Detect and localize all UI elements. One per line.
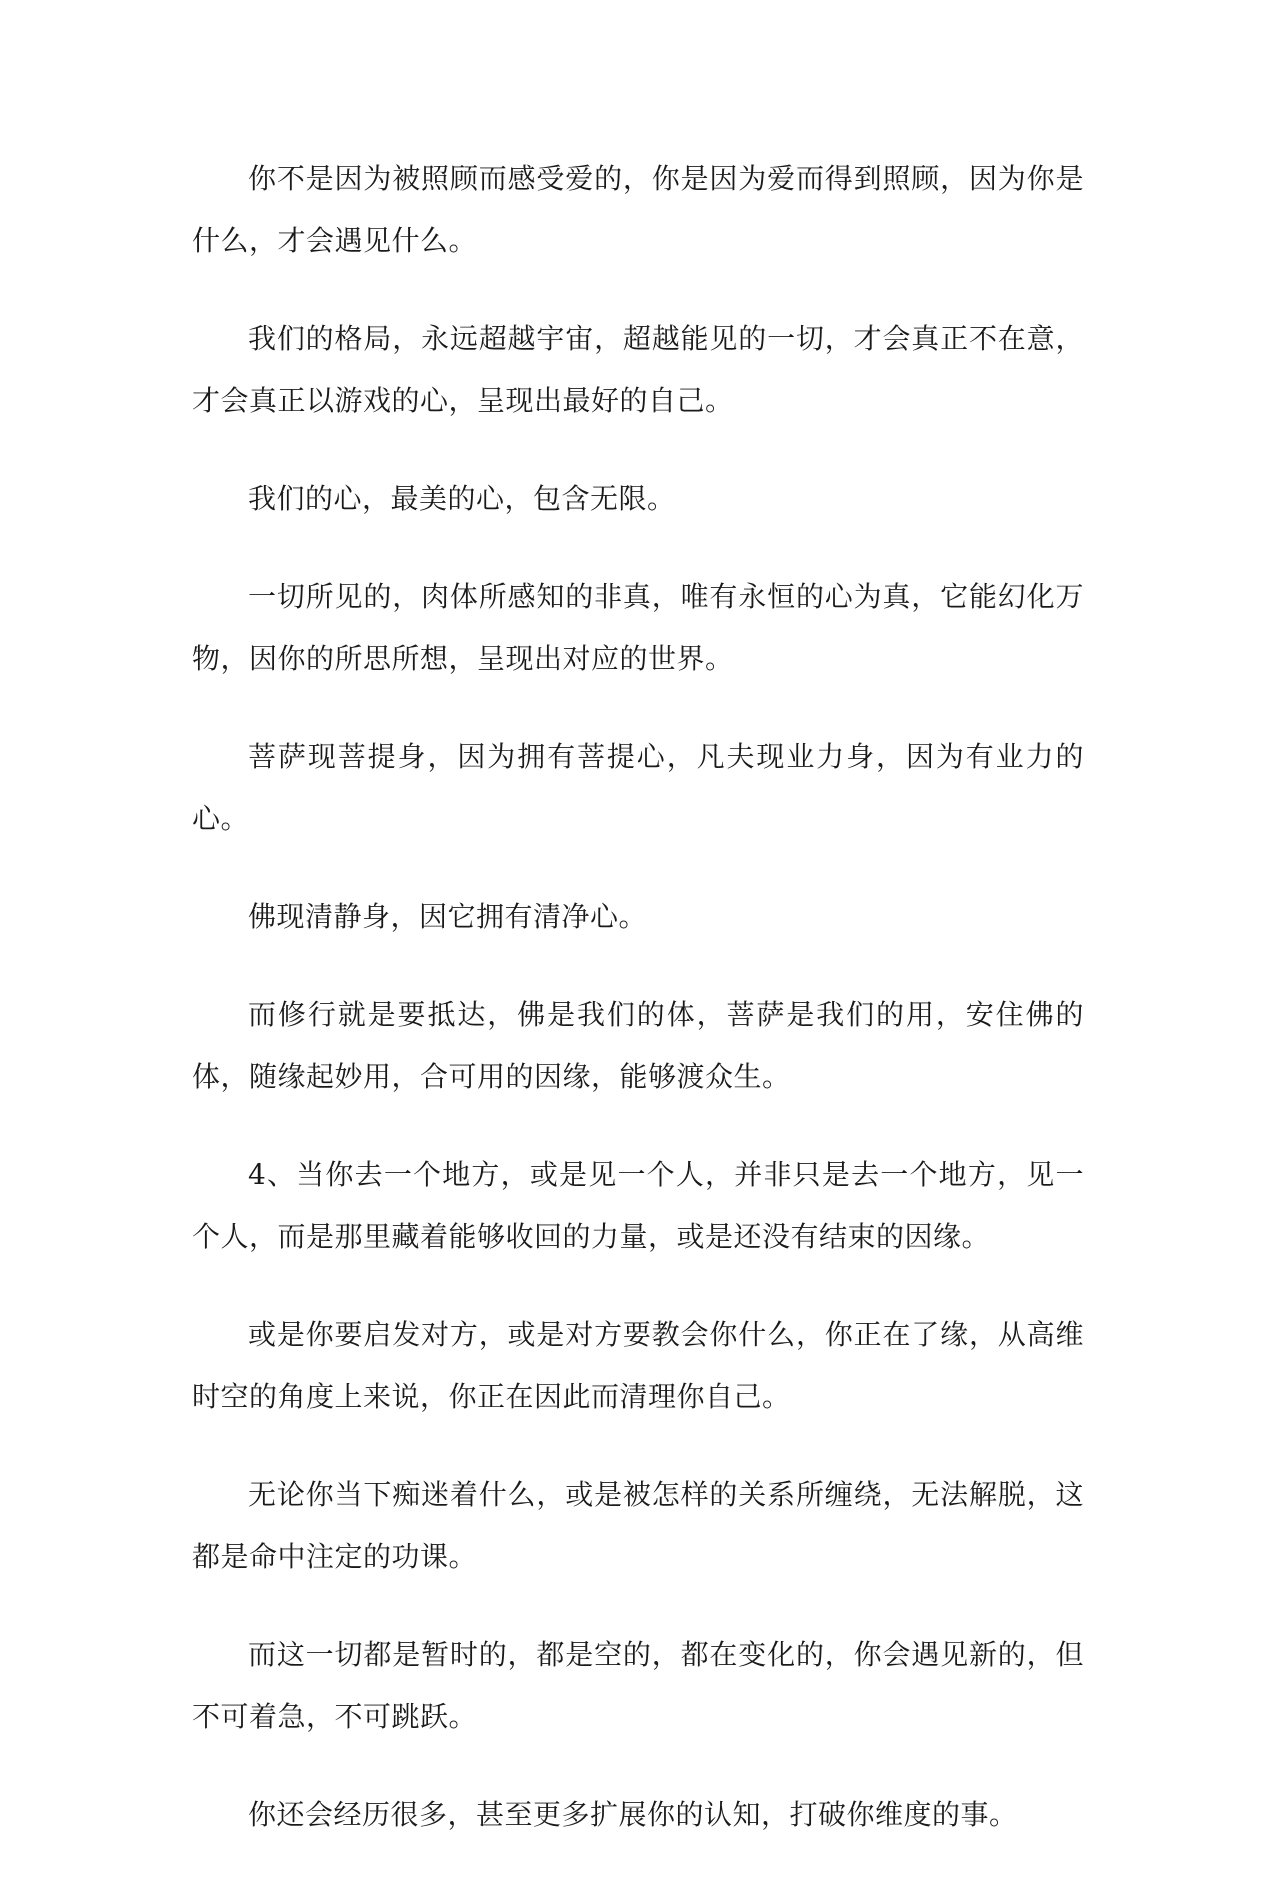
- document-body: [192, 148, 1084, 1882]
- paragraph-1: 你不是因为被照顾而感受爱的，你是因为爱而得到照顾，因为你是什么，才会遇见什么。: [192, 162, 1084, 257]
- paragraph-7: 而修行就是要抵达，佛是我们的体，菩萨是我们的用，安住佛的体，随缘起妙用，合可用的因缘，能够渡众生。: [192, 998, 1084, 1093]
- paragraph-9: 或是你要启发对方，或是对方要教会你什么，你正在了缘，从高维时空的角度上来说，你正在因此而清理你自己。: [192, 1318, 1084, 1413]
- paragraph-4: 一切所见的，肉体所感知的非真，唯有永恒的心为真，它能幻化万物，因你的所思所想，呈现出对应的世界。: [192, 580, 1084, 675]
- paragraph-10: 无论你当下痴迷着什么，或是被怎样的关系所缠绕，无法解脱，这都是命中注定的功课。: [192, 1478, 1084, 1573]
- paragraph-6: 佛现清静身，因它拥有清净心。: [248, 900, 648, 933]
- paragraph-11: 而这一切都是暂时的，都是空的，都在变化的，你会遇见新的，但不可着急，不可跳跃。: [192, 1638, 1084, 1733]
- paragraph-12: 你还会经历很多，甚至更多扩展你的认知，打破你维度的事。: [248, 1798, 1018, 1831]
- paragraph-3: 我们的心，最美的心，包含无限。: [248, 482, 676, 515]
- paragraph-5: 菩萨现菩提身，因为拥有菩提心，凡夫现业力身，因为有业力的心。: [192, 740, 1084, 835]
- paragraph-2: 我们的格局，永远超越宇宙，超越能见的一切，才会真正不在意，才会真正以游戏的心，呈现出最好的自己。: [192, 322, 1084, 417]
- paragraph-8: 4、当你去一个地方，或是见一个人，并非只是去一个地方，见一个人，而是那里藏着能够收回的力量，或是还没有结束的因缘。: [192, 1158, 1084, 1253]
